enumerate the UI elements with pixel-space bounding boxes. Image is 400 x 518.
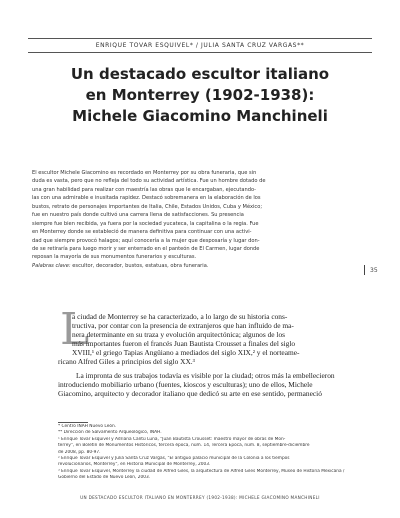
footnote-line: ² Enrique Tovar Esquivel y Julia Santa Cruz Vargas, "El antiguo palacio municipal de la Colonia a los tiempos [58, 455, 290, 461]
abstract-line: bustos, retrato de personajes importantes de Italia, Chile, Estados Unidos, Cuba y México; [32, 203, 263, 210]
abstract-line: fue en nuestro país donde cultivó una carrera llena de satisfacciones. Su presencia [32, 212, 244, 219]
header-rule-top [28, 38, 372, 39]
footnote-rule [58, 422, 88, 423]
footnotes [58, 424, 350, 482]
body-text [58, 312, 350, 398]
abstract-line: de se retiraría para luego morir y ser enterrado en el panteón de El Carmen, lugar donde [32, 245, 260, 252]
drop-cap: L [60, 304, 90, 355]
body-line: más importantes fueron el francés Juan Bautista Crousset a finales del siglo [72, 339, 296, 349]
body-line: XVIII,¹ el griego Tapias Angüiano a mediados del siglo XIX,² y el norteame- [72, 348, 300, 358]
abstract-line: El escultor Michele Giacomino es recordado en Monterrey por su obra funeraria, que sin [32, 170, 257, 176]
page-number-divider [364, 265, 365, 275]
abstract-line: una gran habilidad para realizar con maestría las obras que le encargaban, ejecutando- [32, 186, 257, 193]
title-line: en Monterrey (1902-1938): [85, 86, 315, 104]
footnote-line: terrey", en Boletín de Monumentos Históricos, tercera época, núm. 14, Tercera Época, núm. 8, septiembre-diciembre [58, 443, 310, 449]
running-footer: UN DESTACADO ESCULTOR ITALIANO EN MONTERREY (1902-1938): MICHELE GIACOMINO MANCHINELI [80, 495, 320, 500]
body-line: ricano Alfred Giles a principios del siglo XX.³ [58, 357, 195, 367]
article-title [30, 64, 370, 127]
body-line: tructiva, por contar con la presencia de extranjeros que han influido de ma- [72, 321, 294, 331]
body-line: introduciendo mobiliario urbano (fuentes, kioscos y esculturas); uno de ellos, Michele [58, 379, 313, 389]
abstract-line: dad que siempre provocó halagos; aquí conocería a la mujer que desposaría y lugar don- [32, 237, 260, 244]
header-rule-bottom [28, 52, 372, 53]
body-line: La impronta de sus trabajos todavía es visible por la ciudad; otros más la embellecieron [76, 370, 335, 380]
footnote-line: revolucionarios, Monterrey", en Historia Municipal de Monterrey, 2003. [58, 462, 211, 468]
abstract-line: duda es vasta, pero que no refleja del todo su actividad artística. Fue un hombre dotado de [32, 178, 266, 185]
authors-line: ENRIQUE TOVAR ESQUIVEL* / JULIA SANTA CRUZ VARGAS** [95, 42, 305, 49]
body-line: nera determinante en su traza y evolución arquitectónica; algunos de los [72, 330, 286, 340]
title-line: Un destacado escultor italiano [70, 65, 330, 83]
abstract-line: siempre fue bien recibida, ya fuera por la sociedad yucateca, la capitalina o la regia. Fue [32, 220, 259, 227]
keywords-label: Palabras clave: [32, 262, 71, 269]
footnote-line: ** Dirección de Salvamento Arqueológico, INAH. [58, 430, 162, 436]
abstract [32, 169, 350, 270]
page-number: 35 [370, 267, 378, 274]
abstract-line: reposan la mayoría de sus monumentos funerarios y esculturas. [32, 254, 197, 261]
body-line: a ciudad de Monterrey se ha caracterizado, a lo largo de su historia cons- [72, 312, 288, 321]
footnote-line: * Centro INAH Nuevo León. [58, 424, 117, 429]
body-line: Giacomino, arquitecto y decorador italiano que dedicó su arte en ese sentido, permaneció [58, 388, 322, 398]
footnote-line: Gobierno del Estado de Nuevo León, 2003. [58, 475, 151, 481]
title-line: Michele Giacomino Manchineli [72, 107, 328, 125]
keywords-line [32, 262, 350, 270]
abstract-line: las con una admirable e inusitada rapidez. Destacó sobremanera en la elaboración de los [32, 195, 261, 202]
footnote-line: de 2008, pp. 80-97. [58, 449, 101, 455]
footnote-line: ³ Enrique Tovar Esquivel, Monterrey la ciudad de Alfred Giles, la arquitectura de Alfred Giles Monterrey, Museo de Historia Mexicana / [58, 468, 345, 474]
footnote-line: ¹ Enrique Tovar Esquivel y Adriana Cantú Luna, "Juan Bautista Crousset: maestro mayor de obras de Mon- [58, 436, 286, 442]
keywords-text: escultor, decorador, bustos, estatuas, obra funeraria. [70, 262, 209, 269]
abstract-line: en Monterrey donde se estableció de manera definitiva para continuar con una activi- [32, 229, 252, 236]
